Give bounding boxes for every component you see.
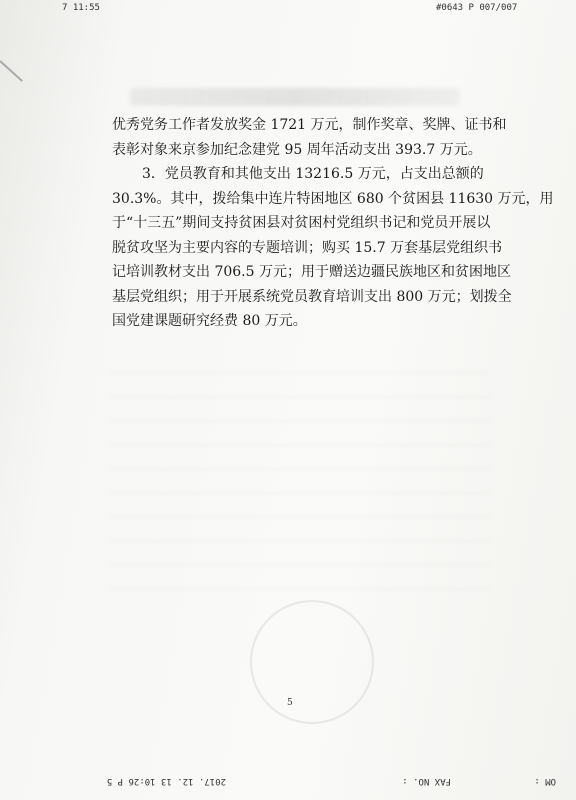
bleed-through-heading: [130, 88, 460, 106]
body-line-8: 基层党组织；用于开展系统党员教育培训支出 800 万元；划拨全: [112, 288, 512, 305]
body-line-3: 3．党员教育和其他支出 13216.5 万元，占支出总额的: [142, 166, 484, 182]
body-line-2: 表彰对象来京参加纪念建党 95 周年活动支出 393.7 万元。: [112, 141, 482, 158]
body-line-4: 30.3%。其中，拨给集中连片特困地区 680 个贫困县 11630 万元，用: [112, 190, 554, 207]
body-line-9: 国党建课题研究经费 80 万元。: [112, 313, 307, 329]
fax-header-page-info: #0643 P 007/007: [436, 3, 518, 13]
fax-header-time: 7 11:55: [62, 3, 100, 13]
body-line-1: 优秀党务工作者发放奖金 1721 万元，制作奖章、奖牌、证书和: [112, 117, 507, 133]
fax-footer-fax-no: FAX NO. :: [402, 776, 451, 786]
faint-seal-stamp: [250, 600, 374, 724]
body-line-5: 于“十三五”期间支持贫困县对贫困村党组织书记和党员开展以: [112, 215, 491, 231]
paper-fold-mark: [0, 60, 23, 82]
body-line-7: 记培训教材支出 706.5 万元；用于赠送边疆民族地区和贫困地区: [112, 264, 511, 280]
fax-footer-from: OM :: [534, 776, 556, 786]
fax-footer-timestamp: 2017. 12. 13 10:26 P 5: [106, 776, 226, 786]
document-body: [112, 113, 554, 334]
fax-footer: [0, 770, 576, 790]
bleed-through-text: [110, 360, 490, 590]
body-line-6: 脱贫攻坚为主要内容的专题培训；购买 15.7 万套基层党组织书: [112, 239, 503, 256]
page-number: 5: [287, 698, 293, 708]
